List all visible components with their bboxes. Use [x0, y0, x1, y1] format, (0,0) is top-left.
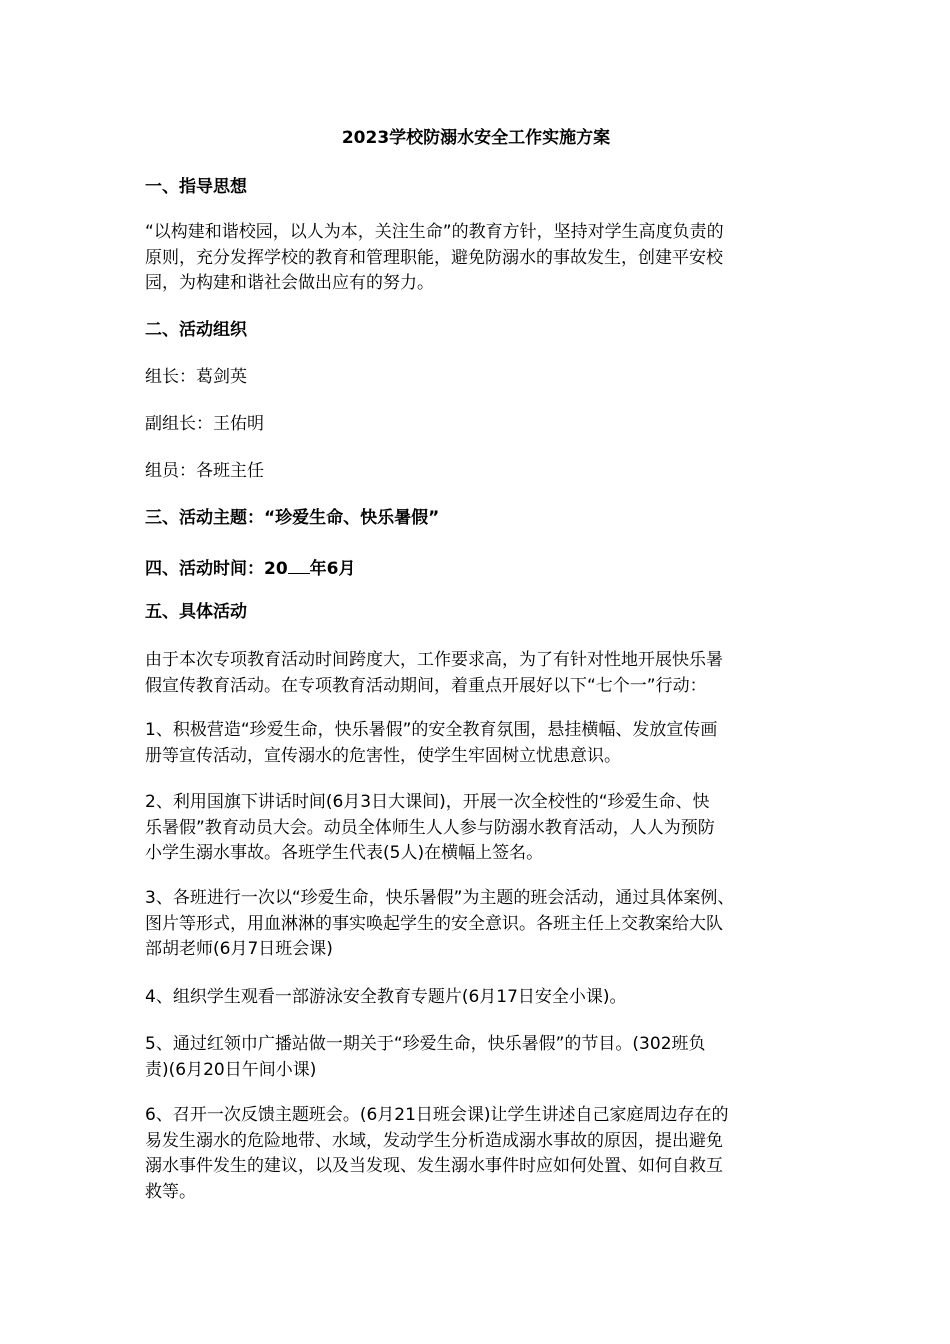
section-heading-organization: 二、活动组织	[145, 320, 247, 340]
paragraph-line: 2、利用国旗下讲话时间(6月3日大课间)，开展一次全校性的“珍爱生命、快	[145, 792, 710, 812]
activity-item-2	[145, 790, 807, 867]
paragraph-line: “以构建和谐校园，以人为本，关注生命”的教育方针，坚持对学生高度负责的	[145, 222, 724, 242]
paragraph-line: 部胡老师(6月7日班会课)	[145, 939, 333, 959]
activities-intro-paragraph	[145, 648, 807, 699]
vice-leader-line	[145, 412, 807, 438]
activity-item-3	[145, 886, 807, 963]
leader-line	[145, 365, 807, 391]
paragraph-line: 册等宣传活动，宣传溺水的危害性，使学生牢固树立忧患意识。	[145, 745, 621, 766]
vice-leader-text: 副组长：王佑明	[145, 414, 264, 434]
time-heading-suffix: 年6月	[309, 559, 356, 579]
paragraph-line: 救等。	[145, 1181, 196, 1202]
paragraph-line: 乐暑假”教育动员大会。动员全体师生人人参与防溺水教育活动，人人为预防	[145, 817, 715, 838]
paragraph-line: 由于本次专项教育活动时间跨度大，工作要求高，为了有针对性地开展快乐暑	[145, 650, 723, 670]
paragraph-line: 假宣传教育活动。在专项教育活动期间，着重点开展好以下“七个一”行动：	[145, 675, 707, 696]
activity-item-1	[145, 718, 807, 769]
paragraph-line: 5、通过红领巾广播站做一期关于“珍爱生命，快乐暑假”的节目。(302班负	[145, 1034, 706, 1054]
paragraph-line: 小学生溺水事故。各班学生代表(5人)在横幅上签名。	[145, 843, 544, 863]
paragraph-line: 园，为构建和谐社会做出应有的努力。	[145, 273, 434, 293]
section-heading-activities: 五、具体活动	[145, 602, 247, 622]
paragraph-line: 4、组织学生观看一部游泳安全教育专题片(6月17日安全小课)。	[145, 987, 627, 1007]
paragraph-line: 原则，充分发挥学校的教育和管理职能，避免防溺水的事故发生，创建平安校	[145, 247, 723, 268]
section-heading-time	[145, 553, 356, 581]
activity-item-6	[145, 1103, 807, 1205]
paragraph-line: 易发生溺水的危险地带、水域，发动学生分析造成溺水事故的原因，提出避免	[145, 1130, 723, 1151]
paragraph-line: 6、召开一次反馈主题班会。(6月21日班会课)让学生讲述自己家庭周边存在的	[145, 1105, 729, 1125]
paragraph-line: 1、积极营造“珍爱生命，快乐暑假”的安全教育氛围，悬挂横幅、发放宣传画	[145, 720, 718, 740]
paragraph-line: 3、各班进行一次以“珍爱生命，快乐暑假”为主题的班会活动，通过具体案例、	[145, 888, 735, 908]
activity-item-4	[145, 985, 807, 1011]
members-line	[145, 459, 807, 485]
activity-item-5	[145, 1032, 807, 1083]
section-heading-guiding-thought: 一、指导思想	[145, 177, 247, 197]
leader-text: 组长：葛剑英	[145, 367, 247, 387]
paragraph-line: 溺水事件发生的建议，以及当发现、发生溺水事件时应如何处置、如何自救互	[145, 1156, 723, 1176]
paragraph-line: 责)(6月20日午间小课)	[145, 1059, 317, 1080]
paragraph-line: 图片等形式，用血淋淋的事实唤起学生的安全意识。各班主任上交教案给大队	[145, 913, 723, 934]
document-title: 2023学校防溺水安全工作实施方案	[341, 128, 611, 148]
guiding-thought-paragraph	[145, 220, 807, 297]
section-heading-theme: 三、活动主题：“珍爱生命、快乐暑假”	[145, 508, 440, 528]
members-text: 组员：各班主任	[145, 461, 264, 481]
time-heading-prefix: 四、活动时间：20	[145, 559, 288, 579]
blank-underline	[288, 553, 310, 574]
